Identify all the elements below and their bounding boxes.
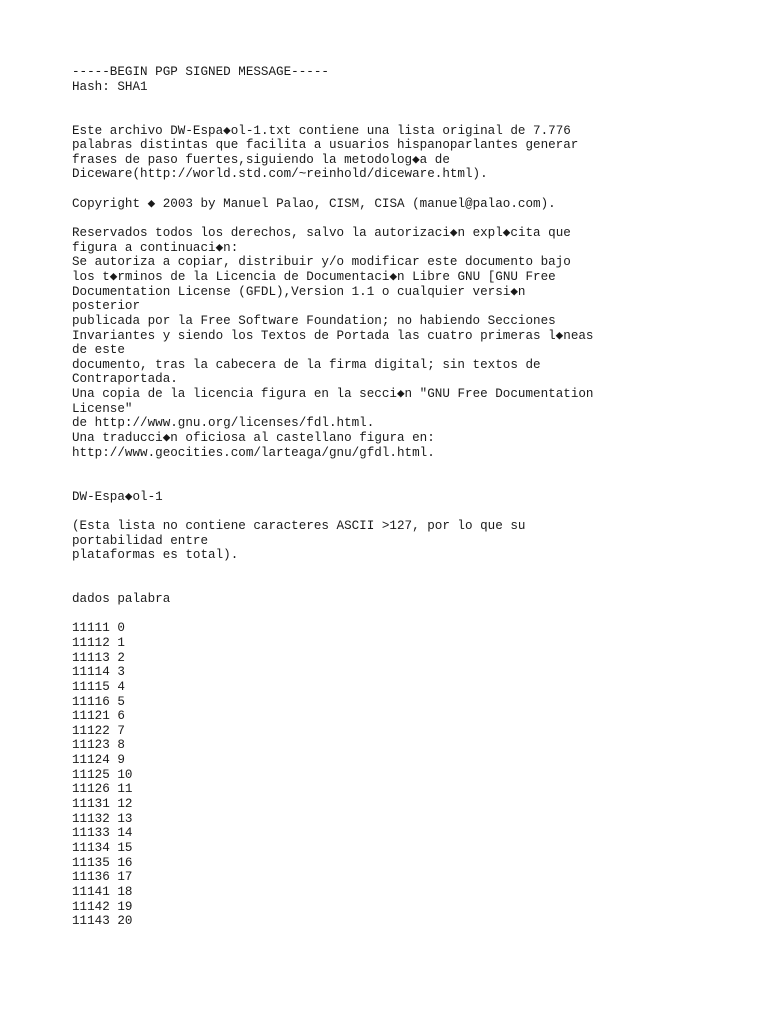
text-line: Este archivo DW-Espa◆ol-1.txt contiene una lista original de 7.776 bbox=[72, 123, 571, 138]
list-item: 11132 13 bbox=[72, 811, 133, 826]
list-item: 11143 20 bbox=[72, 914, 133, 929]
list-item: 11116 5 bbox=[72, 694, 125, 709]
list-item: 11134 15 bbox=[72, 840, 133, 855]
text-line: los t◆rminos de la Licencia de Documentaci◆n Libre GNU [GNU Free bbox=[72, 269, 556, 284]
text-line: Invariantes y siendo los Textos de Portada las cuatro primeras l◆neas bbox=[72, 328, 594, 343]
text-line: Una copia de la licencia figura en la secci◆n "GNU Free Documentation bbox=[72, 387, 594, 402]
text-line: Una traducci◆n oficiosa al castellano figura en: bbox=[72, 431, 435, 446]
list-item: 11131 12 bbox=[72, 797, 133, 812]
license-paragraph bbox=[72, 226, 732, 460]
text-line: Documentation License (GFDL),Version 1.1 o cualquier versi◆n bbox=[72, 284, 526, 299]
text-line: de http://www.gnu.org/licenses/fdl.html. bbox=[72, 416, 375, 431]
list-item: 11122 7 bbox=[72, 723, 125, 738]
text-line: Contraportada. bbox=[72, 372, 178, 387]
list-item: 11136 17 bbox=[72, 870, 133, 885]
list-item: 11124 9 bbox=[72, 753, 125, 768]
text-line: License" bbox=[72, 401, 133, 416]
text-line: http://www.geocities.com/larteaga/gnu/gfdl.html. bbox=[72, 445, 435, 460]
pgp-hash-line: Hash: SHA1 bbox=[72, 79, 148, 94]
list-title: DW-Espa◆ol-1 bbox=[72, 489, 163, 504]
intro-paragraph bbox=[72, 124, 732, 183]
list-item: 11115 4 bbox=[72, 679, 125, 694]
text-line: figura a continuaci◆n: bbox=[72, 240, 239, 255]
text-line: plataformas es total). bbox=[72, 548, 239, 563]
list-item: 11135 16 bbox=[72, 855, 133, 870]
text-line: de este bbox=[72, 343, 125, 358]
text-line: Se autoriza a copiar, distribuir y/o modificar este documento bajo bbox=[72, 255, 571, 270]
document-page bbox=[72, 65, 732, 929]
list-item: 11112 1 bbox=[72, 635, 125, 650]
text-line: palabras distintas que facilita a usuarios hispanoparlantes generar bbox=[72, 138, 579, 153]
list-item: 11121 6 bbox=[72, 709, 125, 724]
list-item: 11141 18 bbox=[72, 884, 133, 899]
copyright-line: Copyright ◆ 2003 by Manuel Palao, CISM, CISA (manuel@palao.com). bbox=[72, 196, 556, 211]
list-item: 11111 0 bbox=[72, 621, 125, 636]
text-line: publicada por la Free Software Foundation; no habiendo Secciones bbox=[72, 313, 556, 328]
text-line: portabilidad entre bbox=[72, 533, 209, 548]
table-header: dados palabra bbox=[72, 592, 171, 607]
list-item: 11142 19 bbox=[72, 899, 133, 914]
list-item: 11126 11 bbox=[72, 782, 133, 797]
list-item: 11123 8 bbox=[72, 738, 125, 753]
list-item: 11125 10 bbox=[72, 767, 133, 782]
list-item: 11133 14 bbox=[72, 826, 133, 841]
note-paragraph bbox=[72, 519, 732, 563]
text-line: frases de paso fuertes,siguiendo la metodolog◆a de bbox=[72, 152, 450, 167]
list-item: 11113 2 bbox=[72, 650, 125, 665]
text-line: Reservados todos los derechos, salvo la autorizaci◆n expl◆cita que bbox=[72, 226, 571, 241]
pgp-begin-line: -----BEGIN PGP SIGNED MESSAGE----- bbox=[72, 65, 329, 79]
text-line: posterior bbox=[72, 299, 141, 314]
text-line: documento, tras la cabecera de la firma digital; sin textos de bbox=[72, 357, 541, 372]
text-line: Diceware(http://world.std.com/~reinhold/diceware.html). bbox=[72, 167, 488, 182]
dice-word-list bbox=[72, 621, 732, 928]
list-item: 11114 3 bbox=[72, 665, 125, 680]
text-line: (Esta lista no contiene caracteres ASCII >127, por lo que su bbox=[72, 518, 526, 533]
